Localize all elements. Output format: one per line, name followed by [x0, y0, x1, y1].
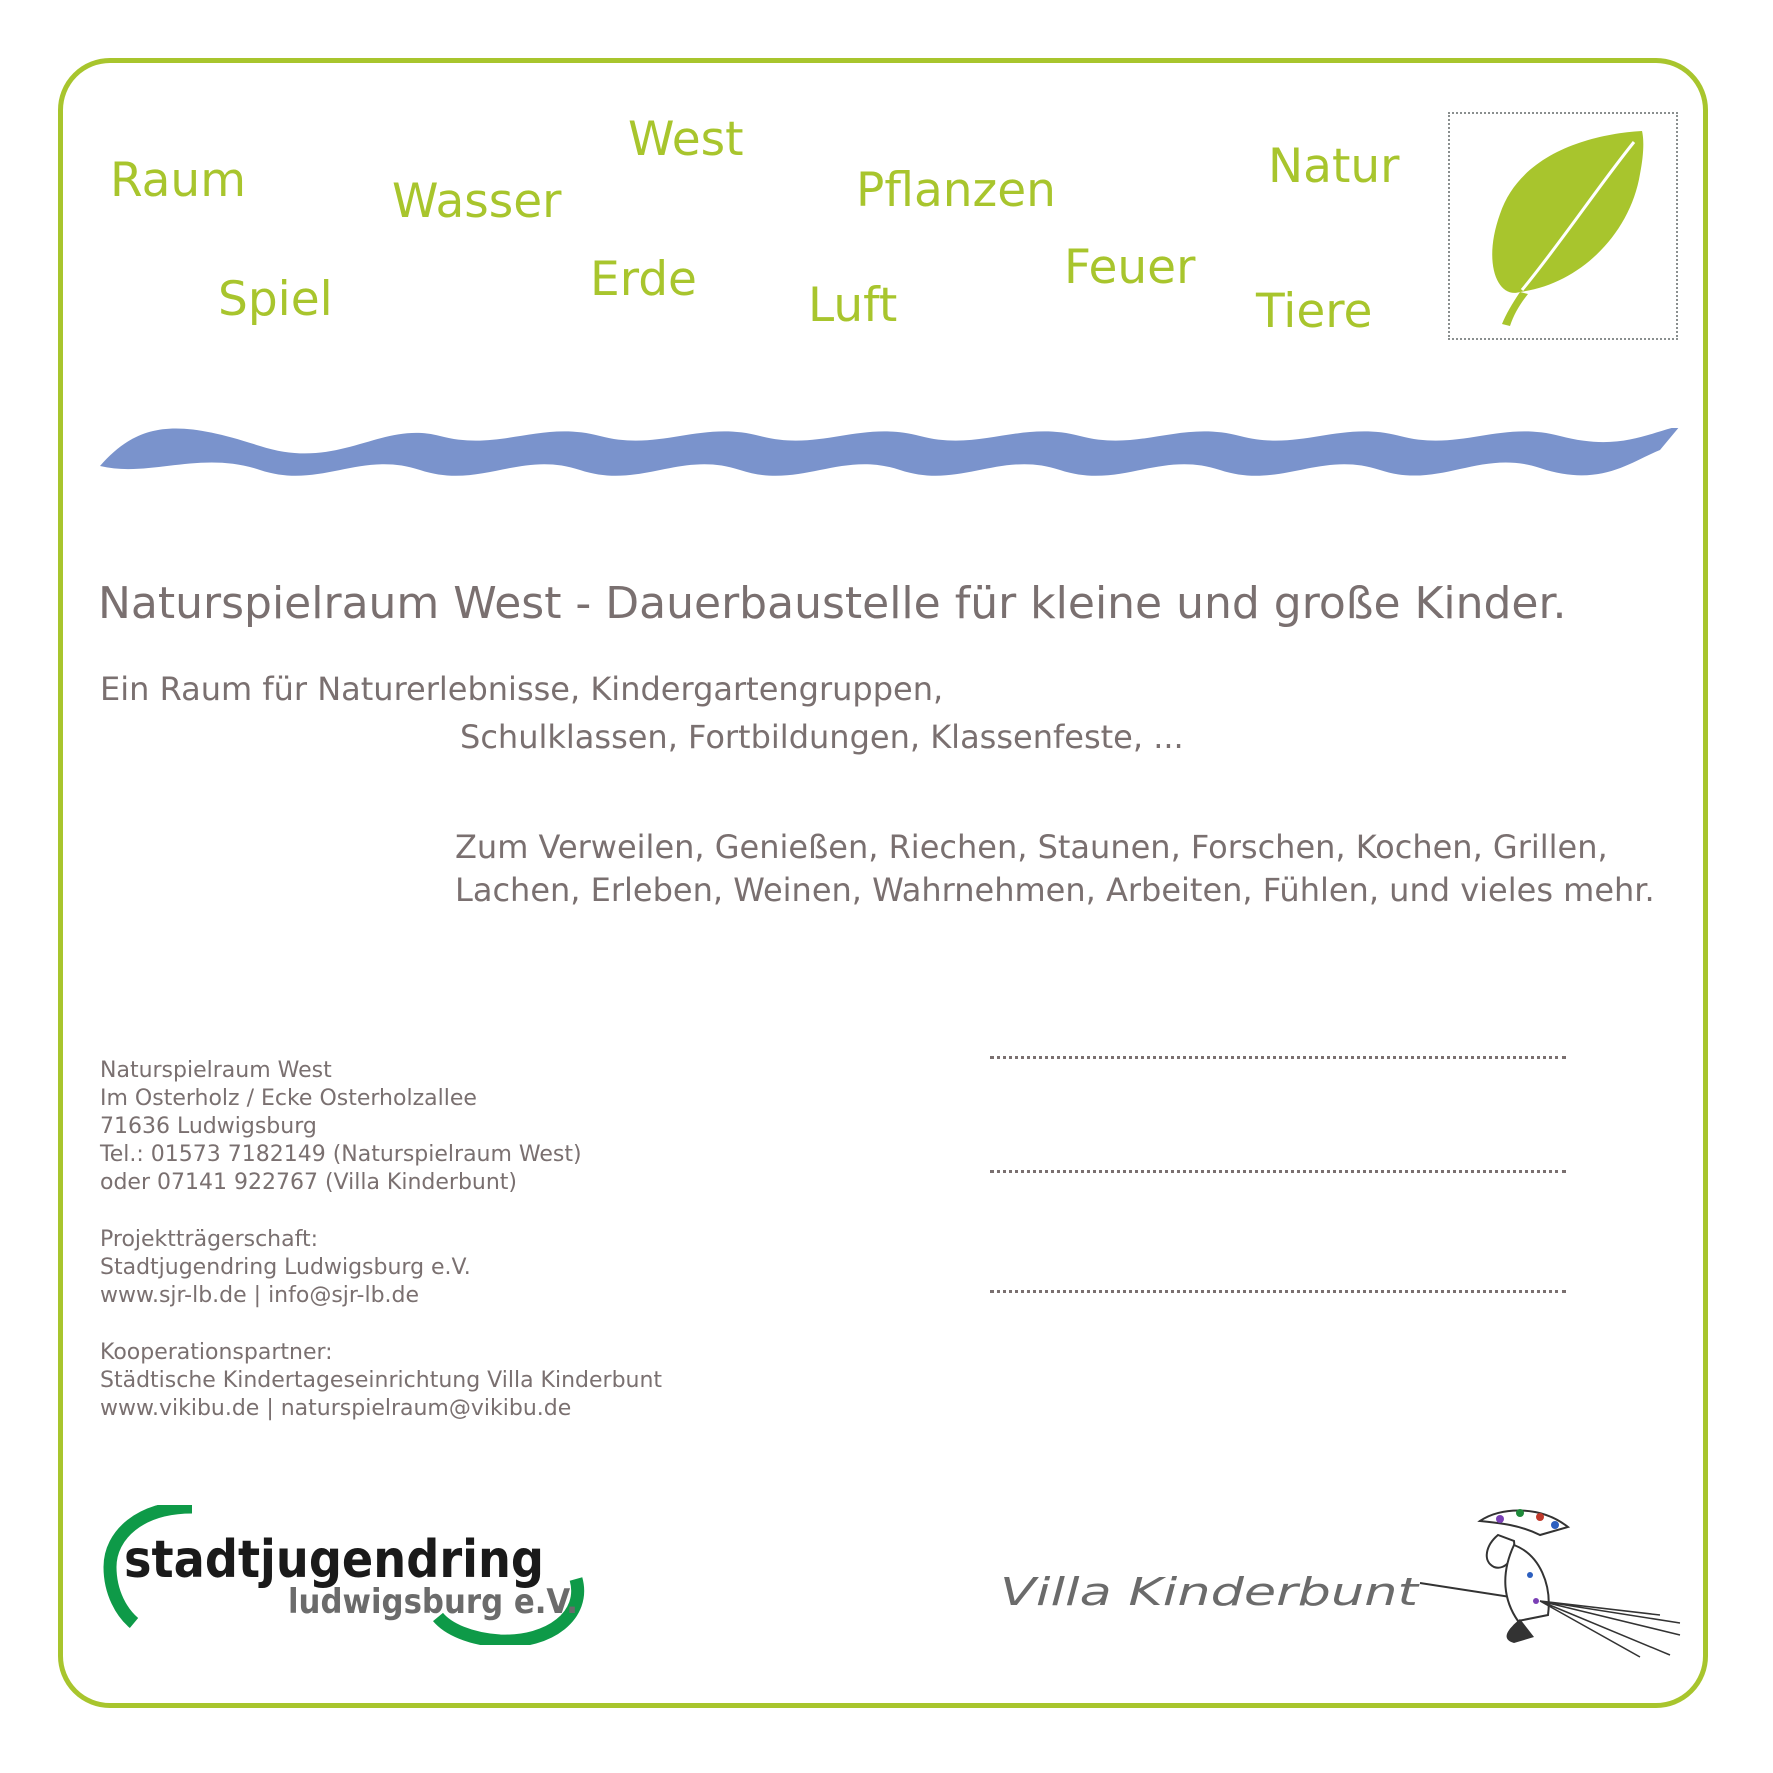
keyword-spiel: Spiel [218, 272, 333, 327]
keyword-west: West [628, 112, 744, 167]
sjr-logo-line-1: stadtjugendring [124, 1530, 544, 1590]
contact-tel-2: oder 07141 922767 (Villa Kinderbunt) [100, 1170, 518, 1195]
activities-line-2: Lachen, Erleben, Weinen, Wahrnehmen, Arbeiten, Fühlen, und vieles mehr. [455, 871, 1655, 909]
contact-tel-1: Tel.: 01573 7182149 (Naturspielraum West) [100, 1142, 582, 1167]
address-line-1 [990, 1056, 1566, 1059]
leaf-icon [1450, 114, 1676, 338]
keyword-pflanzen: Pflanzen [856, 163, 1056, 218]
contact-street: Im Osterholz / Ecke Osterholzallee [100, 1086, 477, 1111]
headline: Naturspielraum West - Dauerbaustelle für kleine und große Kinder. [98, 578, 1567, 629]
partner-links: www.vikibu.de | naturspielraum@vikibu.de [100, 1396, 572, 1421]
address-line-3 [990, 1290, 1566, 1293]
sjr-logo-line-2: ludwigsburg e.V. [288, 1582, 578, 1622]
partner-label: Kooperationspartner: [100, 1340, 333, 1365]
stadtjugendring-logo [100, 1505, 590, 1645]
intro-line-2: Schulklassen, Fortbildungen, Klassenfeste, ... [460, 718, 1184, 756]
stamp-box [1448, 112, 1678, 340]
intro-line-1: Ein Raum für Naturerlebnisse, Kindergartengruppen, [100, 670, 944, 708]
villa-logo-text: Villa Kinderbunt [1000, 1570, 1421, 1614]
sponsor-links: www.sjr-lb.de | info@sjr-lb.de [100, 1283, 420, 1308]
keyword-natur: Natur [1268, 139, 1400, 194]
keyword-luft: Luft [808, 278, 898, 333]
activities-line-1: Zum Verweilen, Genießen, Riechen, Staunen, Forschen, Kochen, Grillen, [455, 828, 1608, 866]
sponsor-name: Stadtjugendring Ludwigsburg e.V. [100, 1255, 471, 1280]
keyword-raum: Raum [110, 153, 246, 208]
keyword-wasser: Wasser [392, 174, 562, 229]
address-line-2 [990, 1170, 1566, 1173]
partner-name: Städtische Kindertageseinrichtung Villa Kinderbunt [100, 1368, 663, 1393]
keyword-tiere: Tiere [1256, 284, 1373, 339]
keyword-feuer: Feuer [1064, 240, 1196, 295]
sponsor-label: Projektträgerschaft: [100, 1227, 318, 1252]
keyword-erde: Erde [590, 252, 697, 307]
contact-name: Naturspielraum West [100, 1058, 332, 1083]
villa-kinderbunt-logo [1000, 1505, 1690, 1665]
contact-city: 71636 Ludwigsburg [100, 1114, 317, 1139]
water-wave [100, 428, 1680, 494]
witch-on-broom-icon [1420, 1509, 1680, 1657]
